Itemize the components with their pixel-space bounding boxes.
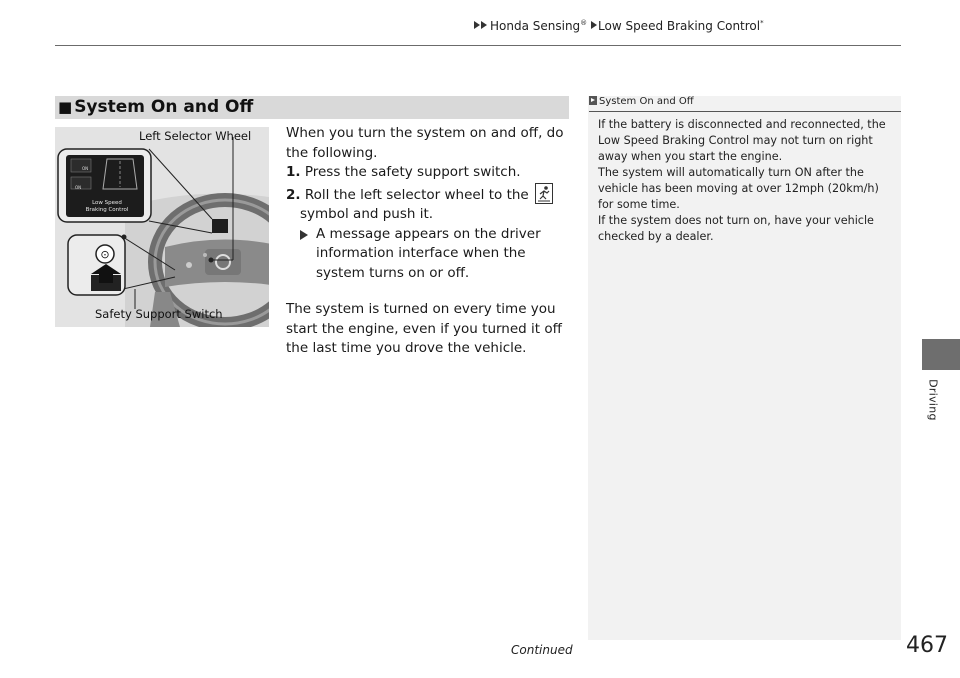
chapter-tab-label[interactable]: Driving: [926, 379, 940, 421]
note-link-icon: [589, 96, 597, 105]
braking-control-symbol-icon: [535, 183, 553, 204]
note-divider: [589, 111, 901, 112]
header-divider: [55, 45, 901, 46]
step-2-result: A message appears on the driver information interface when the system turns on or off.: [286, 225, 570, 284]
label-left-selector-wheel: Left Selector Wheel: [139, 129, 252, 143]
display-text-line2: Braking Control: [85, 207, 129, 213]
display-text-line1: Low Speed: [92, 200, 122, 206]
continued-label: Continued: [511, 643, 573, 657]
note-title: System On and Off: [589, 96, 694, 107]
intro-paragraph: When you turn the system on and off, do the following.: [286, 125, 564, 161]
breadcrumb-arrow-icon: [591, 21, 597, 29]
body-text: [286, 124, 570, 359]
startup-paragraph: The system is turned on every time you start the engine, even if you turned it off the last time you drove the vehicle.: [286, 301, 562, 356]
dashboard-figure: [55, 127, 269, 327]
page-number: 467: [906, 633, 948, 658]
label-safety-support-switch: Safety Support Switch: [95, 307, 223, 321]
note-paragraph-1: If the battery is disconnected and reconnected, the Low Speed Braking Control may not turn on right away when you start the engine.: [598, 118, 886, 163]
breadcrumb-arrow-icon: [481, 21, 487, 29]
step-2-continued: symbol and push it.: [300, 206, 434, 222]
note-text: [598, 117, 894, 245]
chapter-tab-marker[interactable]: [922, 339, 960, 370]
step-2: 2. Roll the left selector wheel to the: [286, 183, 570, 206]
breadcrumb-item-low-speed-braking[interactable]: Low Speed Braking Control: [598, 19, 761, 33]
section-title: ■ System On and Off: [58, 97, 254, 117]
display-on-label-1: ON: [75, 185, 82, 190]
section-square-icon: ■: [58, 98, 73, 116]
registered-mark: ®: [580, 19, 588, 27]
result-arrow-icon: [300, 230, 308, 240]
asterisk-mark: *: [760, 19, 764, 27]
svg-text:⊙: ⊙: [100, 248, 110, 261]
note-paragraph-3: If the system does not turn on, have your vehicle checked by a dealer.: [598, 214, 874, 243]
display-on-label-2: ON: [82, 166, 89, 171]
note-paragraph-2: The system will automatically turn ON after the vehicle has been moving at over 12mph (20km/h) for some time.: [598, 166, 879, 211]
step-1: 1. Press the safety support switch.: [286, 164, 521, 180]
breadcrumb-arrow-icon: [474, 21, 480, 29]
breadcrumb: [474, 19, 764, 33]
dashboard-illustration: [55, 127, 269, 327]
breadcrumb-item-honda-sensing[interactable]: Honda Sensing: [490, 19, 581, 33]
